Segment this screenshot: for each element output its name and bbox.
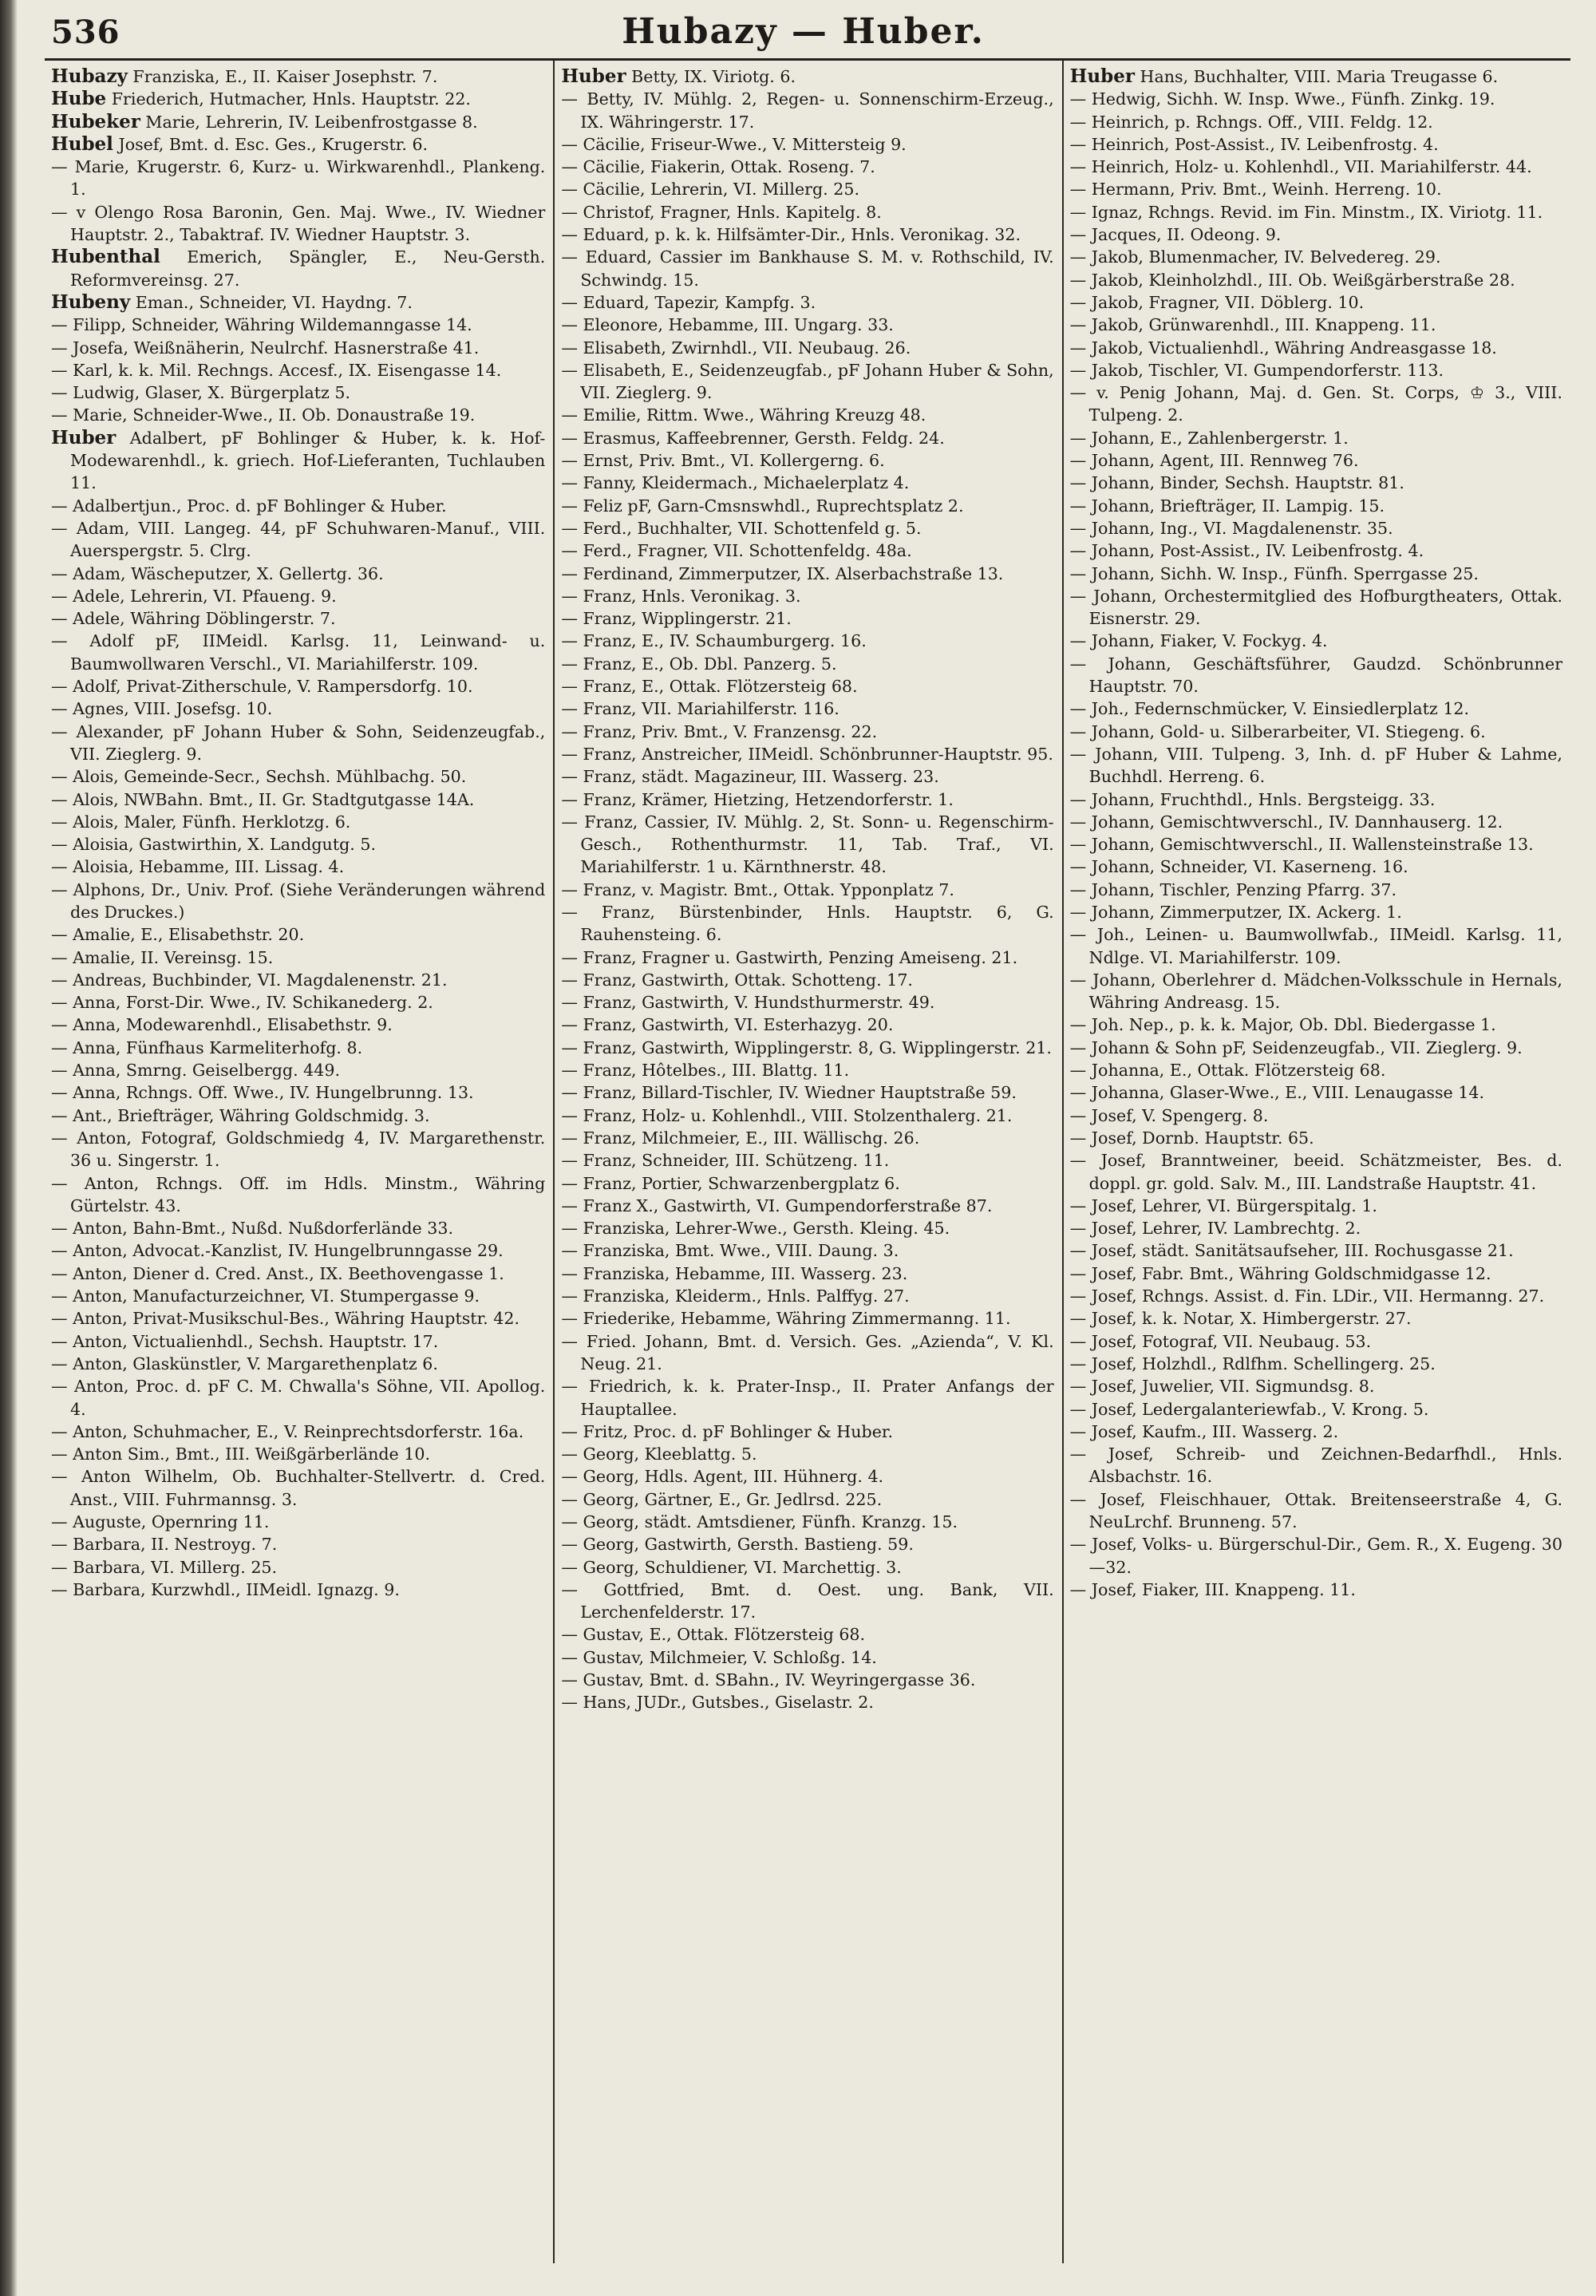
directory-entry: Huber Adalbert, pF Bohlinger & Huber, k. k. Hof-Modewarenhdl., k. griech. Hof-Lieferanten, Tuchlauben 11. xyxy=(51,426,546,493)
directory-entry: — Josef, Juwelier, VII. Sigmundsg. 8. xyxy=(1069,1377,1375,1397)
directory-entry: — Johann, Post-Assist., IV. Leibenfrostg. 4. xyxy=(1069,541,1424,561)
directory-entry: — Josef, Kaufm., III. Wasserg. 2. xyxy=(1069,1421,1339,1441)
directory-entry: — Josef, Fotograf, VII. Neubaug. 53. xyxy=(1069,1331,1372,1351)
directory-entry: — Josef, Schreib- und Zeichnen-Bedarfhdl., Hnls. Alsbachstr. 16. xyxy=(1069,1444,1562,1487)
surname-headword: Hubazy xyxy=(51,65,128,87)
directory-entry: — Hedwig, Sichh. W. Insp. Wwe., Fünfh. Zinkg. 19. xyxy=(1069,89,1495,109)
directory-entry: — Ludwig, Glaser, X. Bürgerplatz 5. xyxy=(51,383,351,403)
directory-entry: — Franz, Holz- u. Kohlenhdl., VIII. Stolzenthalerg. 21. xyxy=(561,1105,1013,1125)
directory-entry: — Marie, Schneider-Wwe., II. Ob. Donaustraße 19. xyxy=(51,405,476,425)
directory-entry: — Johann, Geschäftsführer, Gaudzd. Schönbrunner Hauptstr. 70. xyxy=(1069,654,1562,697)
directory-entry: — Johann, E., Zahlenbergerstr. 1. xyxy=(1069,428,1349,448)
directory-entry: — Franz, Hôtelbes., III. Blattg. 11. xyxy=(561,1061,850,1081)
directory-entry: — Franz, Wipplingerstr. 21. xyxy=(561,609,792,629)
directory-entry: — Alois, Maler, Fünfh. Herklotzg. 6. xyxy=(51,812,351,832)
column-right xyxy=(1062,61,1570,2263)
directory-entry: — Josef, Fiaker, III. Knappeng. 11. xyxy=(1069,1579,1356,1599)
surname-headword: Hubenthal xyxy=(51,246,160,268)
directory-entry: — Fried. Johann, Bmt. d. Versich. Ges. „Azienda“, V. Kl. Neug. 21. xyxy=(561,1331,1054,1373)
directory-entry: — Johann, Gold- u. Silberarbeiter, VI. Stiegeng. 6. xyxy=(1069,721,1486,741)
directory-entry: — Joh., Federnschmücker, V. Einsiedlerplatz 12. xyxy=(1069,699,1470,719)
directory-entry: — Johann, Agent, III. Rennweg 76. xyxy=(1069,451,1359,471)
directory-entry: — Josef, Volks- u. Bürgerschul-Dir., Gem. R., X. Eugeng. 30—32. xyxy=(1069,1535,1562,1577)
directory-entry: — Johann, Gemischtwverschl., II. Wallensteinstraße 13. xyxy=(1069,835,1534,855)
directory-entry: — Josef, Holzhdl., Rdlfhm. Schellingerg. 25. xyxy=(1069,1353,1436,1373)
directory-entry: — Anna, Fünfhaus Karmeliterhofg. 8. xyxy=(51,1037,363,1057)
directory-entry: — Adele, Währing Döblingerstr. 7. xyxy=(51,609,336,629)
directory-entry: — Alois, Gemeinde-Secr., Sechsh. Mühlbachg. 50. xyxy=(51,767,467,787)
directory-entry: — Cäcilie, Friseur-Wwe., V. Mittersteig 9. xyxy=(561,134,907,154)
directory-entry: — Johann, Gemischtwverschl., IV. Dannhauserg. 12. xyxy=(1069,812,1503,832)
directory-entry: — Cäcilie, Lehrerin, VI. Millerg. 25. xyxy=(561,180,860,200)
directory-entry: — Aloisia, Hebamme, III. Lissag. 4. xyxy=(51,857,345,877)
directory-entry: — Johann, Orchestermitglied des Hofburgtheaters, Ottak. Eisnerstr. 29. xyxy=(1069,586,1562,629)
directory-entry: — Anton, Fotograf, Goldschmiedg 4, IV. Margarethenstr. 36 u. Singerstr. 1. xyxy=(51,1128,546,1171)
directory-entry: — Alois, NWBahn. Bmt., II. Gr. Stadtgutgasse 14A. xyxy=(51,789,475,809)
directory-entry: — Josef, Rchngs. Assist. d. Fin. LDir., VII. Hermanng. 27. xyxy=(1069,1286,1545,1306)
directory-entry: — v Olengo Rosa Baronin, Gen. Maj. Wwe., IV. Wiedner Hauptstr. 2., Tabaktraf. IV. Wiedner Hauptstr. 3. xyxy=(51,202,546,245)
surname-headword: Hubel xyxy=(51,132,113,155)
surname-headword: Huber xyxy=(561,65,626,87)
directory-entry: — Anton, Rchngs. Off. im Hdls. Minstm., Währing Gürtelstr. 43. xyxy=(51,1173,546,1215)
directory-entry: — Franz, Gastwirth, VI. Esterhazyg. 20. xyxy=(561,1015,894,1035)
directory-entry: — Franz, E., IV. Schaumburgerg. 16. xyxy=(561,631,867,651)
surname-headword: Hubeker xyxy=(51,110,140,132)
directory-entry: Hubeker Marie, Lehrerin, IV. Leibenfrostgasse 8. xyxy=(51,110,478,132)
directory-entry: — Franziska, Bmt. Wwe., VIII. Daung. 3. xyxy=(561,1241,899,1261)
directory-entry: — Fanny, Kleidermach., Michaelerplatz 4. xyxy=(561,473,910,493)
directory-entry: — Christof, Fragner, Hnls. Kapitelg. 8. xyxy=(561,202,882,222)
directory-entry: — Franz, Portier, Schwarzenbergplatz 6. xyxy=(561,1173,900,1193)
directory-entry: — Franz, Bürstenbinder, Hnls. Hauptstr. 6, G. Rauhensteing. 6. xyxy=(561,902,1054,945)
directory-entry: — Adam, VIII. Langeg. 44, pF Schuhwaren-Manuf., VIII. Auerspergstr. 5. Clrg. xyxy=(51,518,546,561)
directory-entry: Hubazy Franziska, E., II. Kaiser Josephstr. 7. xyxy=(51,65,438,87)
directory-entry: — Anna, Smrng. Geiselbergg. 449. xyxy=(51,1061,341,1081)
directory-entry: — Jacques, II. Odeong. 9. xyxy=(1069,225,1282,245)
directory-entry: — Franz, städt. Magazineur, III. Wasserg. 23. xyxy=(561,767,939,787)
directory-entry: — Jakob, Grünwarenhdl., III. Knappeng. 11. xyxy=(1069,315,1436,335)
directory-entry: — Anton Sim., Bmt., III. Weißgärberlände 10. xyxy=(51,1444,431,1464)
directory-entry: — Anton, Glaskünstler, V. Margarethenplatz 6. xyxy=(51,1353,438,1373)
directory-entry: — Josef, Fleischhauer, Ottak. Breitenseerstraße 4, G. NeuLrchf. Brunneng. 57. xyxy=(1069,1489,1562,1531)
directory-entry: — Heinrich, p. Rchngs. Off., VIII. Feldg. 12. xyxy=(1069,112,1433,132)
directory-entry: — Georg, Hdls. Agent, III. Hühnerg. 4. xyxy=(561,1467,884,1487)
directory-entry: — Franz, v. Magistr. Bmt., Ottak. Ypponplatz 7. xyxy=(561,879,954,899)
surname-headword: Hubeny xyxy=(51,290,131,313)
directory-entry: — Elisabeth, Zwirnhdl., VII. Neubaug. 26. xyxy=(561,338,911,358)
directory-entry: — Eduard, Cassier im Bankhause S. M. v. Rothschild, IV. Schwindg. 15. xyxy=(561,247,1054,290)
directory-entry: Hubenthal Emerich, Spängler, E., Neu-Gersth. Reformvereinsg. 27. xyxy=(51,246,546,290)
page-header xyxy=(45,11,1570,61)
column-left xyxy=(45,61,553,2263)
directory-entry: — Barbara, VI. Millerg. 25. xyxy=(51,1557,278,1577)
directory-entry: — Ignaz, Rchngs. Revid. im Fin. Minstm., IX. Viriotg. 11. xyxy=(1069,202,1543,222)
directory-entry: — Adolf pF, IIMeidl. Karlsg. 11, Leinwand- u. Baumwollwaren Verschl., VI. Mariahilferstr. 109. xyxy=(51,631,546,674)
directory-entry: — Alphons, Dr., Univ. Prof. (Siehe Veränderungen während des Druckes.) xyxy=(51,879,546,922)
directory-entry: — Josef, V. Spengerg. 8. xyxy=(1069,1105,1269,1125)
directory-entry: — Josef, Lehrer, IV. Lambrechtg. 2. xyxy=(1069,1219,1361,1239)
directory-entry: — Johann, Schneider, VI. Kaserneng. 16. xyxy=(1069,857,1408,877)
surname-headword: Huber xyxy=(51,426,117,449)
directory-entry: — Ernst, Priv. Bmt., VI. Kollergerng. 6. xyxy=(561,451,885,471)
directory-entry: — Josef, k. k. Notar, X. Himbergerstr. 27. xyxy=(1069,1309,1412,1329)
surname-headword: Huber xyxy=(1069,65,1135,87)
directory-entry: — Adalbertjun., Proc. d. pF Bohlinger & Huber. xyxy=(51,496,447,516)
directory-entry: — Ferdinand, Zimmerputzer, IX. Alserbachstraße 13. xyxy=(561,563,1004,583)
directory-entry: — Anton, Diener d. Cred. Anst., IX. Beethovengasse 1. xyxy=(51,1263,504,1283)
directory-entry: — Filipp, Schneider, Währing Wildemanngasse 14. xyxy=(51,315,472,335)
directory-entry: — Franziska, Hebamme, III. Wasserg. 23. xyxy=(561,1263,908,1283)
directory-entry: — Ferd., Buchhalter, VII. Schottenfeld g. 5. xyxy=(561,518,922,538)
directory-entry: Huber Betty, IX. Viriotg. 6. xyxy=(561,65,796,87)
directory-entry: — Jakob, Fragner, VII. Döblerg. 10. xyxy=(1069,292,1365,312)
directory-entry: — Eduard, Tapezir, Kampfg. 3. xyxy=(561,292,816,312)
directory-entry: — Johanna, E., Ottak. Flötzersteig 68. xyxy=(1069,1061,1386,1081)
directory-entry: — Johann, Sichh. W. Insp., Fünfh. Sperrgasse 25. xyxy=(1069,563,1479,583)
directory-entry: — Eleonore, Hebamme, III. Ungarg. 33. xyxy=(561,315,894,335)
directory-entry: — Franz, Milchmeier, E., III. Wällischg. 26. xyxy=(561,1128,920,1148)
directory-entry: — Ferd., Fragner, VII. Schottenfeldg. 48a. xyxy=(561,541,912,561)
directory-entry: — Georg, Gastwirth, Gersth. Bastieng. 59. xyxy=(561,1535,914,1555)
directory-entry: — Marie, Krugerstr. 6, Kurz- u. Wirkwarenhdl., Plankeng. 1. xyxy=(51,157,546,200)
directory-entry: — Franz, Billard-Tischler, IV. Wiedner Hauptstraße 59. xyxy=(561,1083,1017,1103)
directory-entry: Hube Friederich, Hutmacher, Hnls. Hauptstr. 22. xyxy=(51,88,471,110)
directory-entry: — Eduard, p. k. k. Hilfsämter-Dir., Hnls. Veronikag. 32. xyxy=(561,225,1021,245)
directory-entry: — Franz, Cassier, IV. Mühlg. 2, St. Sonn- u. Regenschirm-Gesch., Rothenthurmstr. 11, Tab. Traf., VI. Mariahilferstr. 1 u. Kärnthnerstr. 48. xyxy=(561,812,1054,877)
directory-entry: — Georg, Kleeblattg. 5. xyxy=(561,1444,757,1464)
directory-entry: — Amalie, E., Elisabethstr. 20. xyxy=(51,925,305,945)
directory-entry: — Franz, Hnls. Veronikag. 3. xyxy=(561,586,801,606)
directory-entry: — Johann, Tischler, Penzing Pfarrg. 37. xyxy=(1069,879,1397,899)
directory-entry: — Franz, Krämer, Hietzing, Hetzendorferstr. 1. xyxy=(561,789,954,809)
directory-entry: — Josef, Branntweiner, beeid. Schätzmeister, Bes. d. doppl. gr. gold. Salv. M., III. Landstraße Hauptstr. 41. xyxy=(1069,1151,1562,1193)
directory-entry: — Adolf, Privat-Zitherschule, V. Rampersdorfg. 10. xyxy=(51,677,473,697)
directory-entry: — Josef, Lehrer, VI. Bürgerspitalg. 1. xyxy=(1069,1195,1377,1215)
directory-entry: — Anton, Privat-Musikschul-Bes., Währing Hauptstr. 42. xyxy=(51,1309,519,1329)
directory-entry: — Josef, Fabr. Bmt., Währing Goldschmidgasse 12. xyxy=(1069,1263,1491,1283)
directory-entry: — Gottfried, Bmt. d. Oest. ung. Bank, VII. Lerchenfelderstr. 17. xyxy=(561,1579,1054,1622)
directory-entry: — Anton, Manufacturzeichner, VI. Stumpergasse 9. xyxy=(51,1286,480,1306)
directory-entry: — Elisabeth, E., Seidenzeugfab., pF Johann Huber & Sohn, VII. Zieglerg. 9. xyxy=(561,360,1054,403)
directory-entry: — Jakob, Blumenmacher, IV. Belvedereg. 29. xyxy=(1069,247,1441,267)
directory-entry: — Andreas, Buchbinder, VI. Magdalenenstr. 21. xyxy=(51,970,448,990)
directory-entry: — Josef, Dornb. Hauptstr. 65. xyxy=(1069,1128,1314,1148)
directory-entry: — Josefa, Weißnäherin, Neulrchf. Hasnerstraße 41. xyxy=(51,338,480,358)
column-middle xyxy=(553,61,1061,2263)
directory-entry: — Emilie, Rittm. Wwe., Währing Kreuzg 48. xyxy=(561,405,926,425)
directory-entry: — Johann, Oberlehrer d. Mädchen-Volksschule in Hernals, Währing Andreasg. 15. xyxy=(1069,970,1562,1013)
directory-entry: — Johann & Sohn pF, Seidenzeugfab., VII. Zieglerg. 9. xyxy=(1069,1037,1523,1057)
directory-entry: — Anna, Modewarenhdl., Elisabethstr. 9. xyxy=(51,1015,393,1035)
directory-entry: — Anna, Rchngs. Off. Wwe., IV. Hungelbrunng. 13. xyxy=(51,1083,474,1103)
directory-entry: — Joh. Nep., p. k. k. Major, Ob. Dbl. Biedergasse 1. xyxy=(1069,1015,1496,1035)
directory-entry: — Erasmus, Kaffeebrenner, Gersth. Feldg. 24. xyxy=(561,428,945,448)
directory-entry: Hubeny Eman., Schneider, VI. Haydng. 7. xyxy=(51,290,413,313)
directory-entry: Huber Hans, Buchhalter, VIII. Maria Treugasse 6. xyxy=(1069,65,1499,87)
directory-entry: — Anton Wilhelm, Ob. Buchhalter-Stellvertr. d. Cred. Anst., VIII. Fuhrmannsg. 3. xyxy=(51,1467,546,1509)
directory-entry: — Franz, Gastwirth, Wipplingerstr. 8, G. Wipplingerstr. 21. xyxy=(561,1037,1052,1057)
directory-entry: — Franziska, Kleiderm., Hnls. Palffyg. 27. xyxy=(561,1286,910,1306)
directory-entry: — Ant., Briefträger, Währing Goldschmidg. 3. xyxy=(51,1105,430,1125)
directory-entry: — Josef, städt. Sanitätsaufseher, III. Rochusgasse 21. xyxy=(1069,1241,1514,1261)
directory-entry: — Joh., Leinen- u. Baumwollwfab., IIMeidl. Karlsg. 11, Ndlge. VI. Mariahilferstr. 109. xyxy=(1069,925,1562,967)
directory-entry: — Johann, Briefträger, II. Lampig. 15. xyxy=(1069,496,1385,516)
directory-entry: — Franz, Schneider, III. Schützeng. 11. xyxy=(561,1151,890,1171)
directory-entry: Hubel Josef, Bmt. d. Esc. Ges., Krugerstr. 6. xyxy=(51,132,429,155)
directory-entry: — Johann, Zimmerputzer, IX. Ackerg. 1. xyxy=(1069,902,1402,922)
directory-entry: — Anna, Forst-Dir. Wwe., IV. Schikanederg. 2. xyxy=(51,993,433,1013)
directory-entry: — Josef, Ledergalanteriewfab., V. Krong. 5. xyxy=(1069,1399,1429,1419)
directory-entry: — Friedrich, k. k. Prater-Insp., II. Prater Anfangs der Hauptallee. xyxy=(561,1377,1054,1419)
directory-entry: — Franz, Priv. Bmt., V. Franzensg. 22. xyxy=(561,721,878,741)
directory-entry: — Amalie, II. Vereinsg. 15. xyxy=(51,947,274,967)
directory-entry: — Heinrich, Post-Assist., IV. Leibenfrostg. 4. xyxy=(1069,134,1439,154)
directory-entry: — Anton, Schuhmacher, E., V. Reinprechtsdorferstr. 16a. xyxy=(51,1421,524,1441)
page-number: 536 xyxy=(51,14,120,51)
directory-entry: — Friederike, Hebamme, Währing Zimmermanng. 11. xyxy=(561,1309,1011,1329)
directory-entry: — Anton, Victualienhdl., Sechsh. Hauptstr. 17. xyxy=(51,1331,439,1351)
directory-entry: — Georg, Schuldiener, VI. Marchettig. 3. xyxy=(561,1557,902,1577)
directory-entry: — Franziska, Lehrer-Wwe., Gersth. Kleing. 45. xyxy=(561,1219,950,1239)
directory-entry: — Gustav, Bmt. d. SBahn., IV. Weyringergasse 36. xyxy=(561,1670,976,1690)
directory-entry: — Georg, städt. Amtsdiener, Fünfh. Kranzg. 15. xyxy=(561,1512,958,1531)
surname-headword: Hube xyxy=(51,88,107,110)
directory-entry: — Johann, Fruchthdl., Hnls. Bergsteigg. 33. xyxy=(1069,789,1436,809)
directory-entry: — Betty, IV. Mühlg. 2, Regen- u. Sonnenschirm-Erzeug., IX. Währingerstr. 17. xyxy=(561,89,1054,132)
directory-entry: — Johann, Fiaker, V. Fockyg. 4. xyxy=(1069,631,1328,651)
directory-entry: — Adam, Wäscheputzer, X. Gellertg. 36. xyxy=(51,563,384,583)
directory-entry: — Johann, Ing., VI. Magdalenenstr. 35. xyxy=(1069,518,1393,538)
directory-entry: — Gustav, Milchmeier, V. Schloßg. 14. xyxy=(561,1647,877,1667)
directory-entry: — v. Penig Johann, Maj. d. Gen. St. Corps, ♔ 3., VIII. Tulpeng. 2. xyxy=(1069,383,1562,425)
directory-entry: — Franz, Gastwirth, V. Hundsthurmerstr. 49. xyxy=(561,993,935,1013)
directory-entry: — Johann, Binder, Sechsh. Hauptstr. 81. xyxy=(1069,473,1404,493)
directory-entry: — Agnes, VIII. Josefsg. 10. xyxy=(51,699,273,719)
book-spine-shadow xyxy=(0,0,18,2296)
directory-entry: — Heinrich, Holz- u. Kohlenhdl., VII. Mariahilferstr. 44. xyxy=(1069,157,1532,177)
directory-entry: — Franz, E., Ottak. Flötzersteig 68. xyxy=(561,677,858,697)
directory-entry: — Cäcilie, Fiakerin, Ottak. Roseng. 7. xyxy=(561,157,875,177)
directory-entry: — Auguste, Opernring 11. xyxy=(51,1512,270,1531)
directory-columns xyxy=(45,61,1570,2263)
directory-entry: — Hans, JUDr., Gutsbes., Giselastr. 2. xyxy=(561,1693,874,1713)
directory-entry: — Aloisia, Gastwirthin, X. Landgutg. 5. xyxy=(51,835,377,855)
directory-entry: — Barbara, Kurzwhdl., IIMeidl. Ignazg. 9. xyxy=(51,1579,400,1599)
directory-entry: — Karl, k. k. Mil. Rechngs. Accesf., IX. Eisengasse 14. xyxy=(51,360,502,380)
directory-entry: — Jakob, Tischler, VI. Gumpendorferstr. 113. xyxy=(1069,360,1444,380)
directory-entry: — Jakob, Kleinholzhdl., III. Ob. Weißgärberstraße 28. xyxy=(1069,270,1515,290)
directory-entry: — Johanna, Glaser-Wwe., E., VIII. Lenaugasse 14. xyxy=(1069,1083,1485,1103)
directory-entry: — Franz, E., Ob. Dbl. Panzerg. 5. xyxy=(561,654,837,674)
directory-entry: — Gustav, E., Ottak. Flötzersteig 68. xyxy=(561,1625,866,1645)
directory-entry: — Hermann, Priv. Bmt., Weinh. Herreng. 10. xyxy=(1069,180,1442,200)
directory-entry: — Anton, Proc. d. pF C. M. Chwalla's Söhne, VII. Apollog. 4. xyxy=(51,1377,546,1419)
directory-entry: — Georg, Gärtner, E., Gr. Jedlrsd. 225. xyxy=(561,1489,883,1509)
directory-entry: — Franz, Anstreicher, IIMeidl. Schönbrunner-Hauptstr. 95. xyxy=(561,744,1053,764)
directory-entry: — Jakob, Victualienhdl., Währing Andreasgasse 18. xyxy=(1069,338,1497,358)
directory-entry: — Franz, Fragner u. Gastwirth, Penzing Ameiseng. 21. xyxy=(561,947,1018,967)
directory-entry: — Anton, Bahn-Bmt., Nußd. Nußdorferlände 33. xyxy=(51,1219,454,1239)
directory-entry: — Johann, VIII. Tulpeng. 3, Inh. d. pF Huber & Lahme, Buchhdl. Herreng. 6. xyxy=(1069,744,1562,787)
directory-entry: — Adele, Lehrerin, VI. Pfaueng. 9. xyxy=(51,586,337,606)
running-head: Hubazy — Huber. xyxy=(622,11,985,52)
directory-entry: — Alexander, pF Johann Huber & Sohn, Seidenzeugfab., VII. Zieglerg. 9. xyxy=(51,721,546,764)
directory-entry: — Feliz pF, Garn-Cmsnswhdl., Ruprechtsplatz 2. xyxy=(561,496,964,516)
directory-entry: — Franz, VII. Mariahilferstr. 116. xyxy=(561,699,839,719)
directory-entry: — Barbara, II. Nestroyg. 7. xyxy=(51,1535,278,1555)
directory-entry: — Anton, Advocat.-Kanzlist, IV. Hungelbrunngasse 29. xyxy=(51,1241,504,1261)
directory-entry: — Franz X., Gastwirth, VI. Gumpendorferstraße 87. xyxy=(561,1195,993,1215)
directory-entry: — Franz, Gastwirth, Ottak. Schotteng. 17. xyxy=(561,970,913,990)
directory-entry: — Fritz, Proc. d. pF Bohlinger & Huber. xyxy=(561,1421,894,1441)
